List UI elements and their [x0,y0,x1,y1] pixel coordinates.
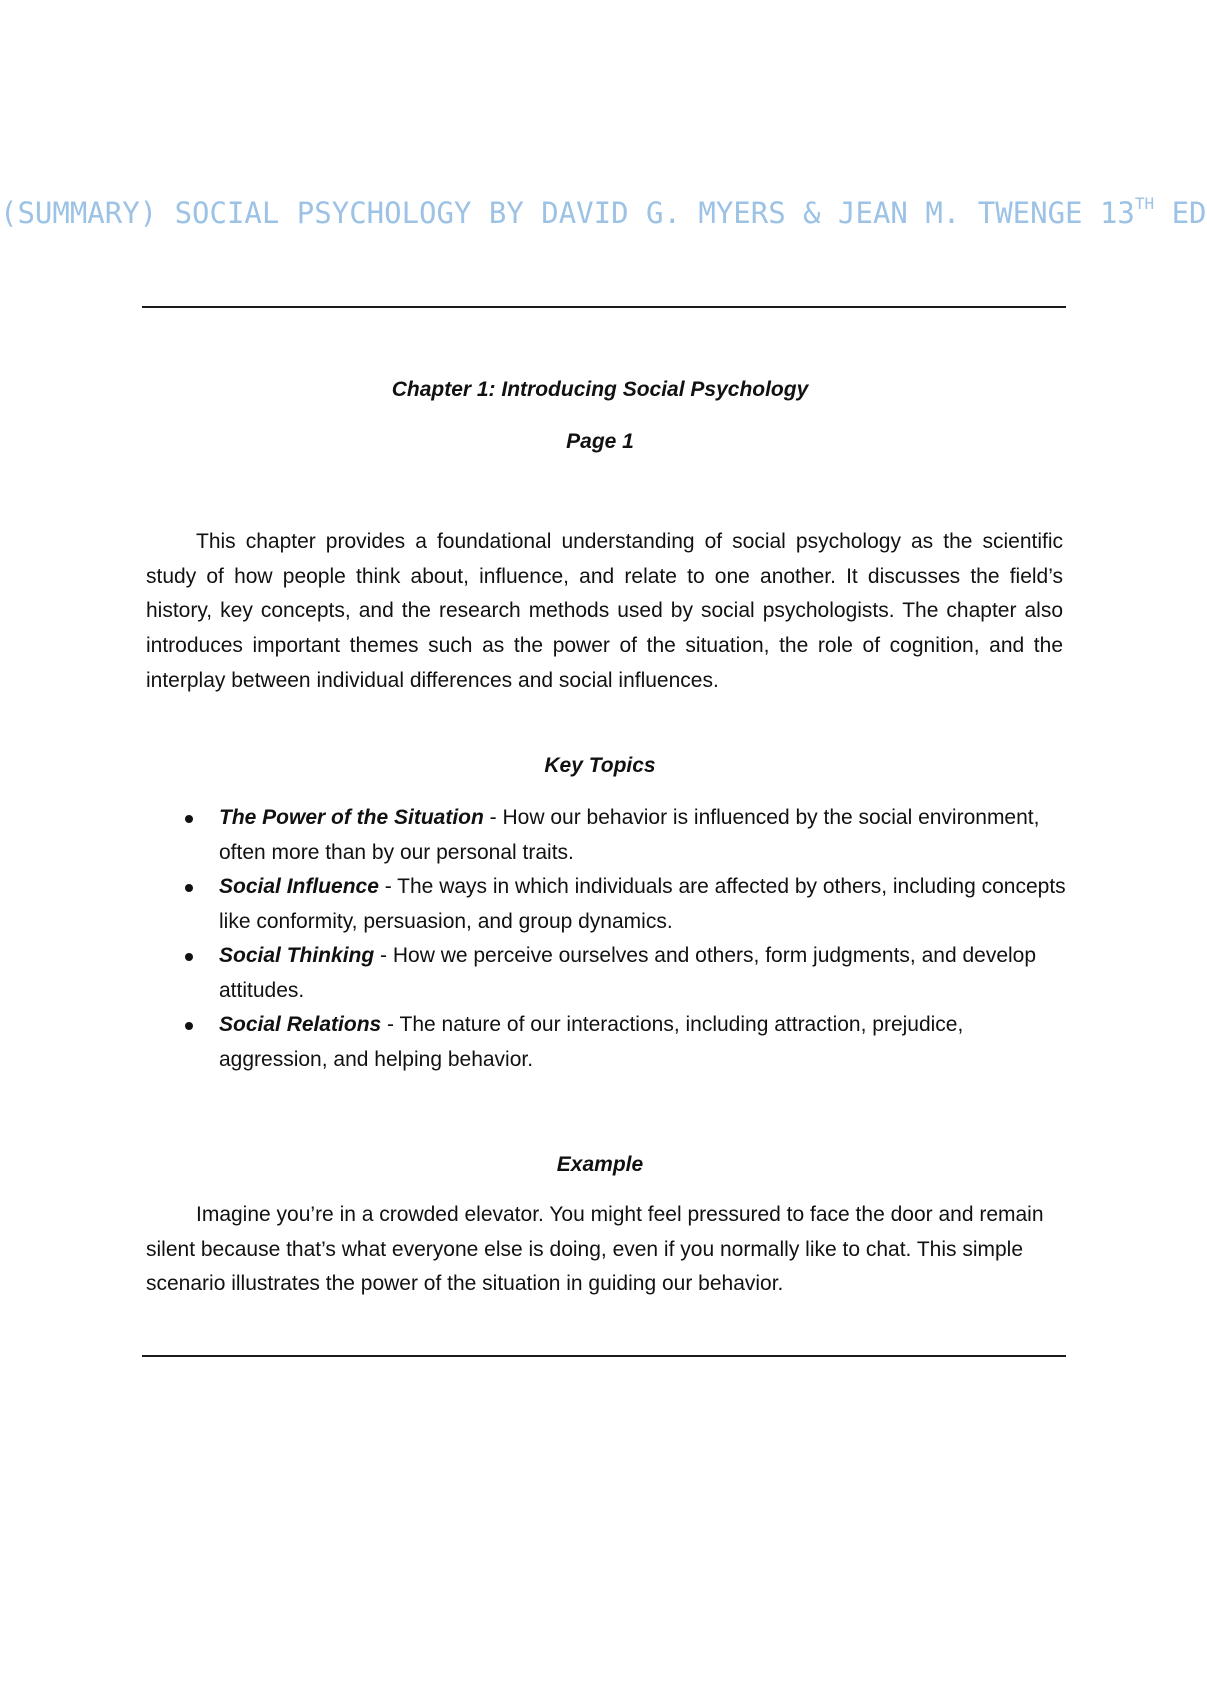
list-item [176,1008,1066,1077]
page-heading: Page 1 [566,430,634,453]
list-item [176,801,1066,870]
topic-description: - The nature of our interactions, including attraction, prejudice, aggression, and helping behavior. [219,1013,964,1071]
chapter-heading: Chapter 1: Introducing Social Psychology [391,378,809,401]
bottom-divider [142,1355,1066,1357]
topic-term: Social Influence [219,875,379,898]
topic-term: The Power of the Situation [219,806,484,829]
document-title-superscript: TH [1134,194,1155,213]
bullet-icon [185,815,193,823]
topic-description: - The ways in which individuals are affected by others, including concepts like conformity, persuasion, and group dynamics. [219,875,1066,933]
top-divider [142,306,1066,308]
bullet-icon [185,953,193,961]
example-paragraph: Imagine you’re in a crowded elevator. You might feel pressured to face the door and remain silent because that’s what everyone else is doing, even if you normally like to chat. This simple scenario illustrates the power of the situation in guiding our behavior. [146,1203,1044,1296]
topic-term: Social Thinking [219,944,375,967]
topic-term: Social Relations [219,1013,382,1036]
document-title-suffix: ED [1154,196,1207,230]
bullet-icon [185,884,193,892]
topic-description: - How our behavior is influenced by the social environment, often more than by our personal traits. [219,806,1040,864]
list-item [176,870,1066,939]
list-item [176,939,1066,1008]
key-topics-list [176,801,1066,1077]
bullet-icon [185,1022,193,1030]
topic-description: - How we perceive ourselves and others, form judgments, and develop attitudes. [219,944,1037,1002]
document-title-main: (SUMMARY) SOCIAL PSYCHOLOGY BY DAVID G. MYERS & JEAN M. TWENGE 13 [0,196,1135,230]
document-title [0,194,1207,230]
example-heading: Example [556,1153,644,1176]
intro-paragraph: This chapter provides a foundational understanding of social psychology as the scientific study of how people think about, influence, and relate to one another. It discusses the field’s history, key concepts, and the research methods used by social psychologists. The chapter also introduces important themes such as the power of the situation, the role of cognition, and the interplay between individual differences and social influences. [146,530,1063,692]
key-topics-heading: Key Topics [544,754,656,777]
